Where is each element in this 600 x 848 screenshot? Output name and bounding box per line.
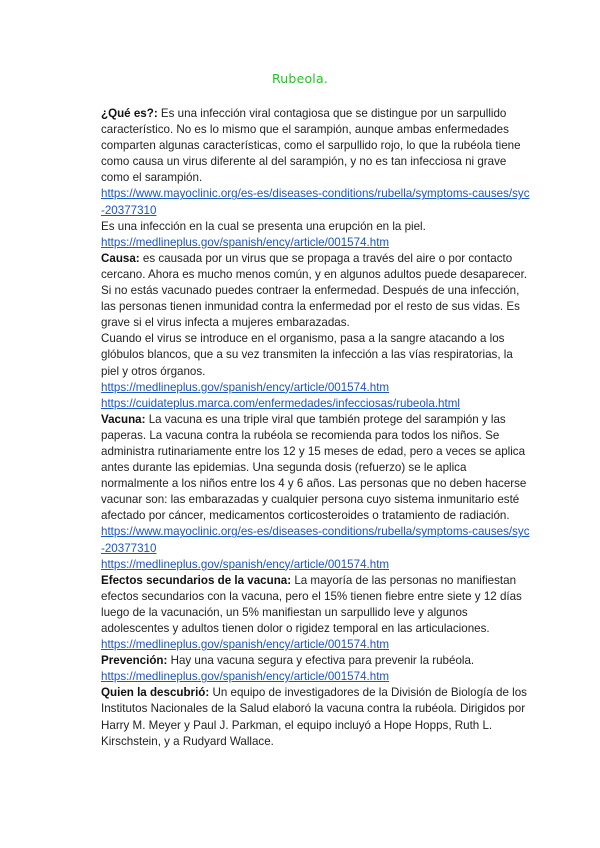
- vacuna-label: Vacuna:: [101, 412, 146, 426]
- vacuna-text: La vacuna es una triple viral que también protege del sarampión y las paperas. La vacuna contra la rubéola se recomienda para todos los niños. Se administra rutinariamente entre los 12 y 15 meses de edad, pero a veces se aplica antes durante las epidemias. Una segunda dosis (refuerzo) se le aplica normalmente a los niños entre los 4 y 6 años. Las personas que no deben hacerse vacunar son: las embarazadas y cualquier persona cuyo sistema inmunitario esté afectado por cáncer, medicamentos corticosteroides o tratamiento de radiación.: [101, 412, 527, 523]
- que-es-link-1[interactable]: https://www.mayoclinic.org/es-es/diseases-conditions/rubella/symptoms-causes/syc-20377310: [101, 187, 530, 217]
- prevencion-link-1[interactable]: https://medlineplus.gov/spanish/ency/article/001574.htm: [101, 670, 390, 684]
- document-body: [101, 106, 531, 750]
- que-es-text-2: Es una infección en la cual se presenta una erupción en la piel.: [101, 219, 426, 233]
- que-es-label: ¿Qué es?:: [101, 107, 158, 120]
- vacuna-paragraph: [101, 412, 531, 525]
- descubrio-paragraph: [101, 685, 531, 749]
- causa-text-2: Cuando el virus se introduce en el organismo, pasa a la sangre atacando a los glóbulos blancos, que a su vez transmiten la infección a las vías respiratorias, la piel y otros órganos.: [101, 332, 513, 378]
- causa-link-2[interactable]: https://cuidateplus.marca.com/enfermedades/infecciosas/rubeola.html: [101, 396, 460, 410]
- descubrio-label: Quien la descubrió:: [101, 686, 210, 700]
- vacuna-link-2[interactable]: https://medlineplus.gov/spanish/ency/article/001574.htm: [101, 557, 390, 571]
- causa-paragraph: [101, 251, 531, 331]
- descubrio-text: Un equipo de investigadores de la División de Biología de los Institutos Nacionales de la Salud elaboró la vacuna contra la rubéola. Dirigidos por Harry M. Meyer y Paul J. Parkman, el equipo incluyó a Hope Hopps, Ruth L. Kirschstein, y a Rudyard Wallace.: [101, 686, 527, 748]
- prevencion-label: Prevención:: [101, 654, 168, 668]
- causa-text: es causada por un virus que se propaga a través del aire o por contacto cercano. Ahora es mucho menos común, y en algunos adultos puede desaparecer. Si no estás vacunado puedes contraer la enfermedad. Después de una infección, las personas tienen inmunidad contra la enfermedad por el resto de sus vidas. Es grave si el virus infecta a mujeres embarazadas.: [101, 251, 528, 330]
- que-es-paragraph: [101, 106, 531, 186]
- que-es-link-2[interactable]: https://medlineplus.gov/spanish/ency/article/001574.htm: [101, 235, 390, 249]
- efectos-label: Efectos secundarios de la vacuna:: [101, 573, 292, 587]
- page-title: Rubeola.: [271, 71, 329, 86]
- efectos-text: La mayoría de las personas no manifiestan efectos secundarios con la vacuna, pero el 15% tienen fiebre entre siete y 12 días luego de la vacunación, un 5% manifiestan un sarpullido leve y algunos adolescentes y adultos tienen dolor o rigidez temporal en las articulaciones.: [101, 573, 522, 635]
- vacuna-link-1[interactable]: https://www.mayoclinic.org/es-es/diseases-conditions/rubella/symptoms-causes/syc-20377310: [101, 525, 530, 555]
- causa-label: Causa:: [101, 251, 140, 265]
- causa-link-1[interactable]: https://medlineplus.gov/spanish/ency/article/001574.htm: [101, 380, 390, 394]
- que-es-text: Es una infección viral contagiosa que se distingue por un sarpullido característico. No es lo mismo que el sarampión, aunque ambas enfermedades comparten algunas características, como el sarpullido rojo, lo que la rubéola tiene como causa un virus diferente al del sarampión, y no es tan infecciosa ni grave como el sarampión.: [101, 107, 521, 185]
- prevencion-text: Hay una vacuna segura y efectiva para prevenir la rubéola.: [167, 654, 475, 668]
- prevencion-paragraph: [101, 653, 531, 669]
- efectos-link-1[interactable]: https://medlineplus.gov/spanish/ency/article/001574.htm: [101, 638, 390, 652]
- efectos-paragraph: [101, 573, 531, 637]
